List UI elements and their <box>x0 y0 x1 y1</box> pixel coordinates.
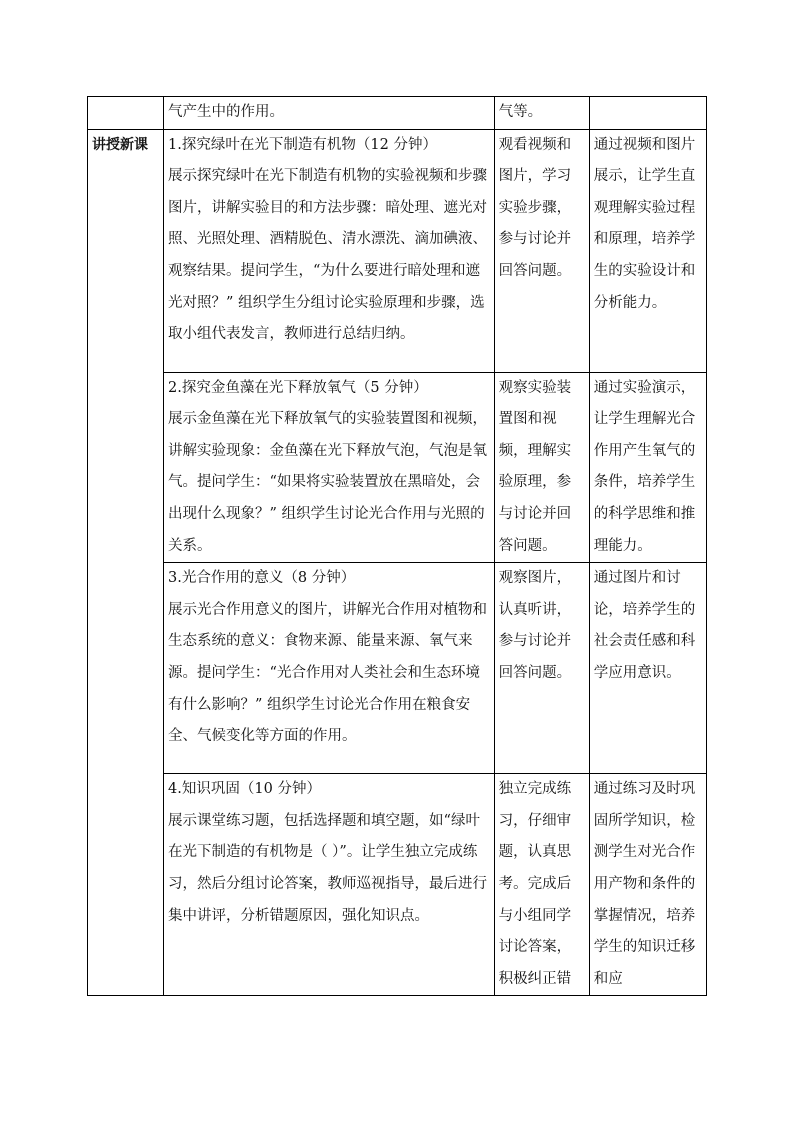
student-activity-cell: 观看视频和图片，学习实验步骤，参与讨论并回答问题。 <box>494 129 589 372</box>
table-row <box>88 97 707 130</box>
teacher-activity-cell <box>164 774 495 996</box>
teacher-activity-cell <box>164 372 495 563</box>
teacher-activity-cell <box>164 563 495 774</box>
table-row <box>88 563 707 774</box>
section-body: 展示探究绿叶在光下制造有机物的实验视频和步骤图片，讲解实验目的和方法步骤：暗处理、遮光对照、光照处理、酒精脱色、清水漂洗、滴加碘液、观察结果。提问学生，“为什么要进行暗处理和遮光对照？” 组织学生分组讨论实验原理和步骤，选取小组代表发言，教师进行总结归纳。 <box>168 168 488 343</box>
section-body: 展示光合作用意义的图片，讲解光合作用对植物和生态系统的意义：食物来源、能量来源、氧气来源。提问学生：“光合作用对人类社会和生态环境有什么影响？” 组织学生讨论光合作用在粮食安全、气候变化等方面的作用。 <box>168 601 488 745</box>
stage-cell <box>88 97 164 130</box>
design-purpose-cell: 通过实验演示，让学生理解光合作用产生氧气的条件，培养学生的科学思维和推理能力。 <box>589 372 706 563</box>
teacher-activity-cell <box>164 129 495 372</box>
design-purpose-cell: 通过练习及时巩固所学知识，检测学生对光合作用产物和条件的掌握情况，培养学生的知识迁移和应 <box>589 774 706 996</box>
design-purpose-cell <box>589 97 706 130</box>
section-title: 2.探究金鱼藻在光下释放氧气（5 分钟） <box>168 379 428 396</box>
design-purpose-cell: 通过图片和讨论，培养学生的社会责任感和科学应用意识。 <box>589 563 706 774</box>
table-row <box>88 774 707 996</box>
section-title: 1.探究绿叶在光下制造有机物（12 分钟） <box>168 136 437 153</box>
stage-cell: 讲授新课 <box>88 129 164 996</box>
lesson-plan-table <box>87 96 707 996</box>
table-row <box>88 372 707 563</box>
design-purpose-cell: 通过视频和图片展示，让学生直观理解实验过程和原理，培养学生的实验设计和分析能力。 <box>589 129 706 372</box>
table-row <box>88 129 707 372</box>
student-activity-cell: 气等。 <box>494 97 589 130</box>
student-activity-cell: 观察图片，认真听讲，参与讨论并回答问题。 <box>494 563 589 774</box>
student-activity-cell: 观察实验装置图和视频，理解实验原理，参与讨论并回答问题。 <box>494 372 589 563</box>
section-body: 展示课堂练习题，包括选择题和填空题，如“绿叶在光下制造的有机物是（ ）”。让学生独立完成练习，然后分组讨论答案，教师巡视指导，最后进行集中讲评，分析错题原因，强化知识点。 <box>168 812 488 924</box>
teacher-activity-cell: 气产生中的作用。 <box>164 97 495 130</box>
section-body: 展示金鱼藻在光下释放氧气的实验装置图和视频，讲解实验现象：金鱼藻在光下释放气泡，气泡是氧气。提问学生：“如果将实验装置放在黑暗处，会出现什么现象？” 组织学生讨论光合作用与光照的关系。 <box>168 411 488 554</box>
student-activity-cell: 独立完成练习，仔细审题，认真思考。完成后与小组同学讨论答案，积极纠正错 <box>494 774 589 996</box>
section-title: 4.知识巩固（10 分钟） <box>168 781 321 798</box>
section-title: 3.光合作用的意义（8 分钟） <box>168 570 356 587</box>
